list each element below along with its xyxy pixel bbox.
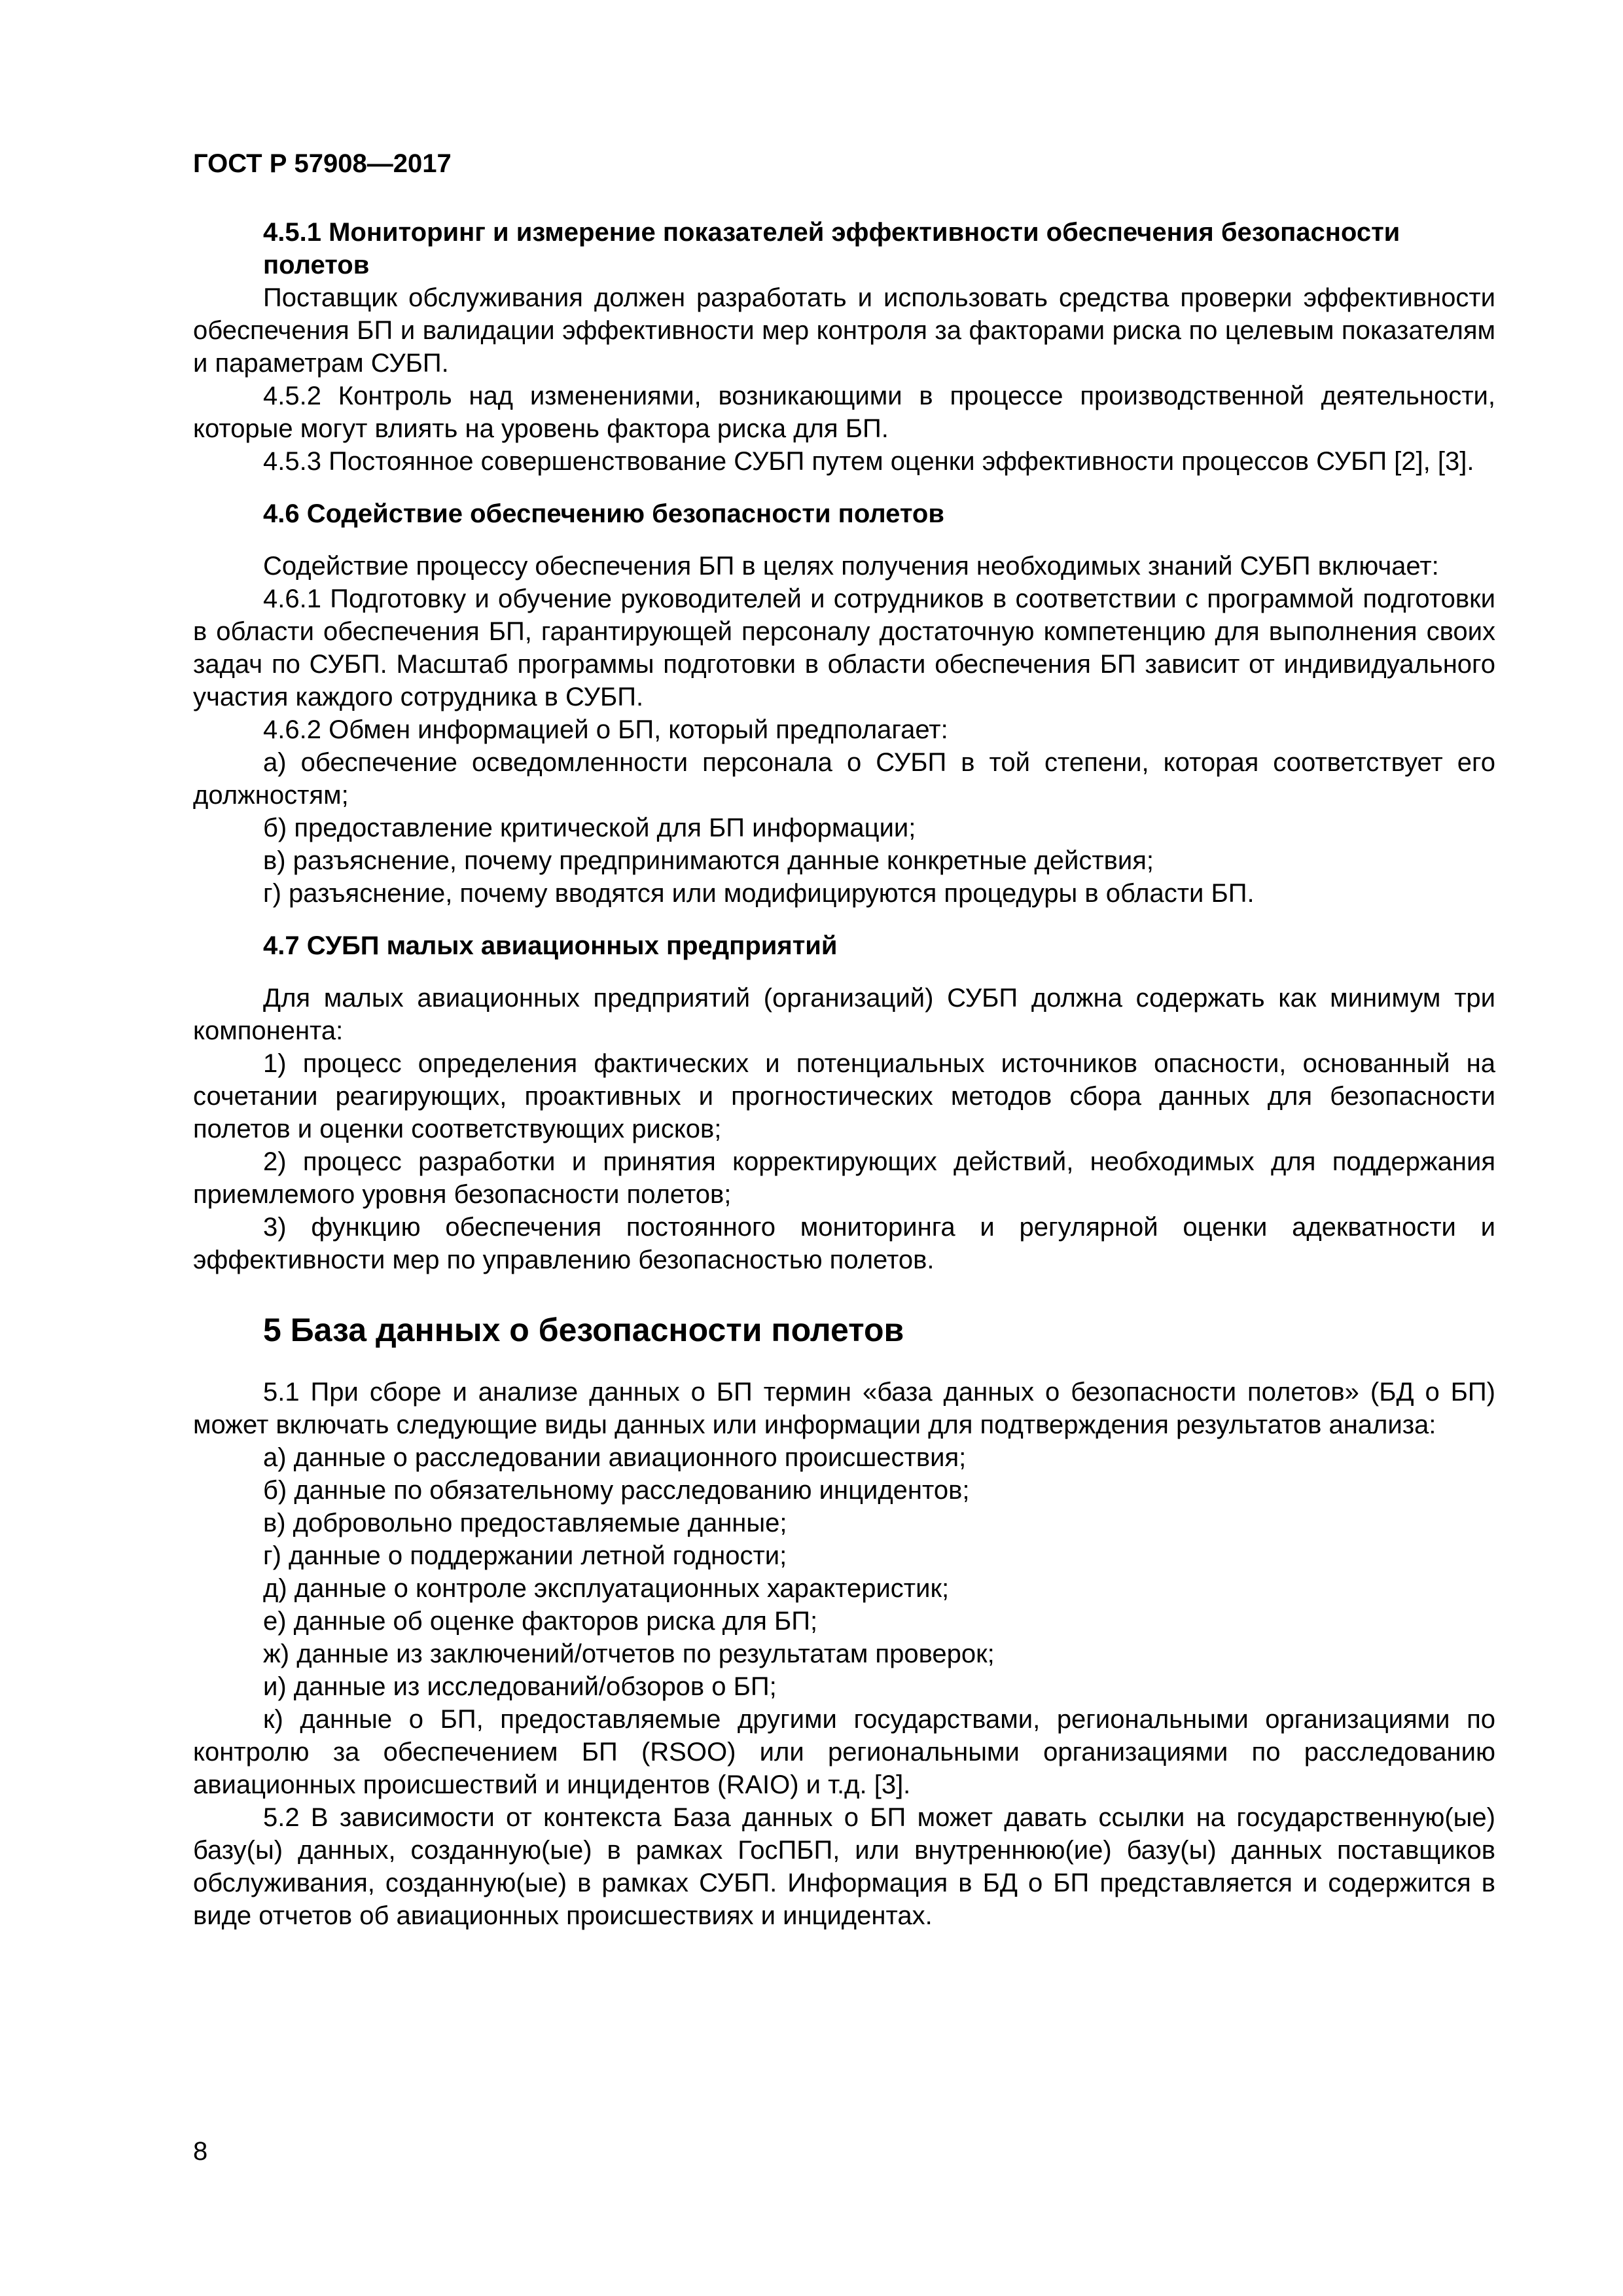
paragraph-4-6-2: 4.6.2 Обмен информацией о БП, который предполагает: <box>263 715 948 744</box>
list-item: 1) процесс определения фактических и потенциальных источников опасности, основанный на сочетании реагирующих, проактивных и прогностических методов сбора данных для безопасности полетов и оценки соответствующих рисков; <box>193 1049 1495 1143</box>
heading-4-5-1: 4.5.1 Мониторинг и измерение показателей эффективности обеспечения безопасности полетов <box>263 218 1400 279</box>
list-item: б) предоставление критической для БП информации; <box>263 814 916 842</box>
heading-4-6: 4.6 Содействие обеспечению безопасности полетов <box>263 499 944 528</box>
list-item: г) разъяснение, почему вводятся или модифицируются процедуры в области БП. <box>263 879 1255 908</box>
list-item: г) данные о поддержании летной годности; <box>263 1541 787 1570</box>
list-item: к) данные о БП, предоставляемые другими государствами, региональными организациями по контролю за обеспечением БП (RSOO) или региональными организациями по расследованию авиационных происшествий и инцидентов (RAIO) и т.д. [3]. <box>193 1705 1495 1799</box>
list-item: 2) процесс разработки и принятия корректирующих действий, необходимых для поддержания приемлемого уровня безопасности полетов; <box>193 1147 1495 1209</box>
list-item: в) добровольно предоставляемые данные; <box>263 1509 787 1537</box>
paragraph-5-2: 5.2 В зависимости от контекста База данных о БП может давать ссылки на государственную(ые) базу(ы) данных, созданную(ые) в рамках ГосПБП, или внутреннюю(ие) базу(ы) данных поставщиков обслуживания, созданную(ые) в рамках СУБП. Информация в БД о БП представляется и содержится в виде отчетов об авиационных происшествиях и инцидентах. <box>193 1803 1495 1930</box>
standard-id-header: ГОСТ Р 57908—2017 <box>193 149 452 178</box>
list-item: д) данные о контроле эксплуатационных характеристик; <box>263 1574 950 1603</box>
list-item: ж) данные из заключений/отчетов по результатам проверок; <box>263 1640 995 1668</box>
paragraph-4-5-1-text: Поставщик обслуживания должен разработать и использовать средства проверки эффективности обеспечения БП и валидации эффективности мер контроля за факторами риска по целевым показателям и параметрам СУБП. <box>193 283 1495 378</box>
heading-4-7: 4.7 СУБП малых авиационных предприятий <box>263 931 838 960</box>
list-item: е) данные об оценке факторов риска для БП; <box>263 1607 818 1636</box>
list-item: а) данные о расследовании авиационного происшествия; <box>263 1443 967 1472</box>
list-item: б) данные по обязательному расследованию инцидентов; <box>263 1476 970 1505</box>
heading-section-5: 5 База данных о безопасности полетов <box>263 1312 904 1348</box>
paragraph-4-5-2: 4.5.2 Контроль над изменениями, возникающими в процессе производственной деятельности, которые могут влиять на уровень фактора риска для БП. <box>193 382 1495 443</box>
list-item: а) обеспечение осведомленности персонала о СУБП в той степени, которая соответствует его должностям; <box>193 748 1495 810</box>
paragraph-4-6-1: 4.6.1 Подготовку и обучение руководителей и сотрудников в соответствии с программой подготовки в области обеспечения БП, гарантирующей персоналу достаточную компетенцию для выполнения своих задач по СУБП. Масштаб программы подготовки в области обеспечения БП зависит от индивидуального участия каждого сотрудника в СУБП. <box>193 584 1495 711</box>
paragraph-5-1: 5.1 При сборе и анализе данных о БП термин «база данных о безопасности полетов» (БД о БП) может включать следующие виды данных или информации для подтверждения результатов анализа: <box>193 1378 1495 1439</box>
paragraph-4-5-3: 4.5.3 Постоянное совершенствование СУБП путем оценки эффективности процессов СУБП [2], [3]. <box>263 447 1474 476</box>
document-body <box>193 216 1495 1932</box>
list-item: 3) функцию обеспечения постоянного мониторинга и регулярной оценки адекватности и эффективности мер по управлению безопасностью полетов. <box>193 1213 1495 1274</box>
list-item: в) разъяснение, почему предпринимаются данные конкретные действия; <box>263 846 1154 875</box>
page-number: 8 <box>193 2137 208 2166</box>
paragraph-4-6-intro: Содействие процессу обеспечения БП в целях получения необходимых знаний СУБП включает: <box>263 552 1439 581</box>
list-item: и) данные из исследований/обзоров о БП; <box>263 1672 777 1701</box>
paragraph-4-7-intro: Для малых авиационных предприятий (организаций) СУБП должна содержать как минимум три компонента: <box>193 984 1495 1045</box>
